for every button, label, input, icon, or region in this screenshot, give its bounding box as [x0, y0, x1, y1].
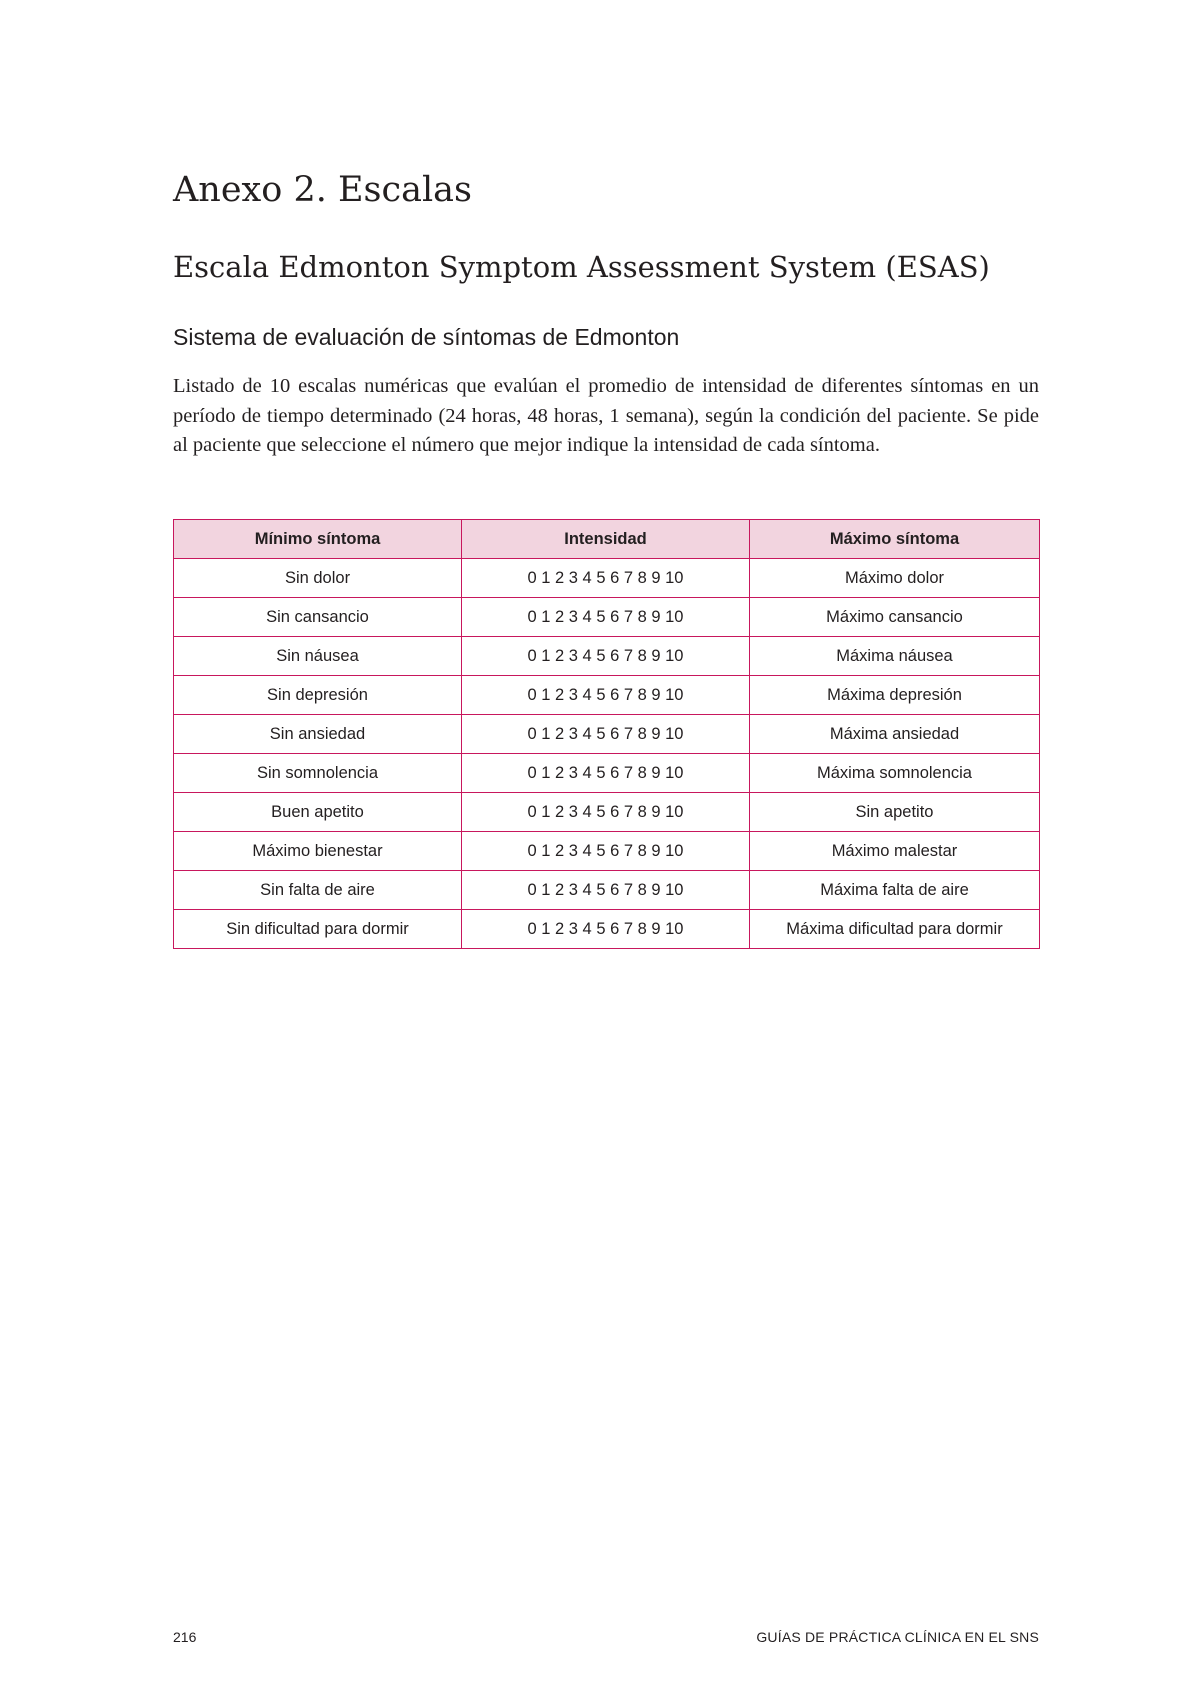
- max-symptom-cell: Máxima falta de aire: [750, 871, 1040, 910]
- table-body: [174, 559, 1040, 949]
- table-row: [174, 637, 1040, 676]
- collection-name: GUÍAS DE PRÁCTICA CLÍNICA EN EL SNS: [756, 1629, 1039, 1645]
- table-header-row: [174, 520, 1040, 559]
- scale-subtitle: Sistema de evaluación de síntomas de Edmonton: [173, 324, 680, 350]
- intensity-scale-cell: 0 1 2 3 4 5 6 7 8 9 10: [462, 559, 750, 598]
- intensity-scale-cell: 0 1 2 3 4 5 6 7 8 9 10: [462, 793, 750, 832]
- max-symptom-cell: Máxima náusea: [750, 637, 1040, 676]
- max-symptom-cell: Sin apetito: [750, 793, 1040, 832]
- table-row: [174, 871, 1040, 910]
- intensity-scale-cell: 0 1 2 3 4 5 6 7 8 9 10: [462, 832, 750, 871]
- intensity-scale-cell: 0 1 2 3 4 5 6 7 8 9 10: [462, 637, 750, 676]
- table-row: [174, 598, 1040, 637]
- intro-paragraph: Listado de 10 escalas numéricas que evalúan el promedio de intensidad de diferentes síntomas en un período de tiempo determinado (24 horas, 48 horas, 1 semana), según la condición del paciente. Se pide al paciente que seleccione el número que mejor indique la intensidad de cada síntoma.: [173, 375, 1039, 456]
- esas-table: [173, 519, 1040, 949]
- min-symptom-cell: Buen apetito: [174, 793, 462, 832]
- table-row: [174, 793, 1040, 832]
- table-row: [174, 910, 1040, 949]
- intensity-scale-cell: 0 1 2 3 4 5 6 7 8 9 10: [462, 676, 750, 715]
- intensity-scale-cell: 0 1 2 3 4 5 6 7 8 9 10: [462, 871, 750, 910]
- intensity-scale-cell: 0 1 2 3 4 5 6 7 8 9 10: [462, 598, 750, 637]
- max-symptom-cell: Máximo dolor: [750, 559, 1040, 598]
- annex-title: Anexo 2. Escalas: [173, 170, 472, 210]
- min-symptom-cell: Sin falta de aire: [174, 871, 462, 910]
- max-symptom-cell: Máximo cansancio: [750, 598, 1040, 637]
- table-row: [174, 559, 1040, 598]
- intensity-scale-cell: 0 1 2 3 4 5 6 7 8 9 10: [462, 910, 750, 949]
- table-row: [174, 832, 1040, 871]
- min-symptom-cell: Sin depresión: [174, 676, 462, 715]
- max-symptom-cell: Máximo malestar: [750, 832, 1040, 871]
- intensity-scale-cell: 0 1 2 3 4 5 6 7 8 9 10: [462, 754, 750, 793]
- max-symptom-cell: Máxima depresión: [750, 676, 1040, 715]
- min-symptom-cell: Máximo bienestar: [174, 832, 462, 871]
- table-row: [174, 715, 1040, 754]
- intensity-scale-cell: 0 1 2 3 4 5 6 7 8 9 10: [462, 715, 750, 754]
- min-symptom-cell: Sin náusea: [174, 637, 462, 676]
- max-symptom-cell: Máxima dificultad para dormir: [750, 910, 1040, 949]
- min-symptom-cell: Sin cansancio: [174, 598, 462, 637]
- scale-title: Escala Edmonton Symptom Assessment System (ESAS): [173, 250, 990, 284]
- max-symptom-cell: Máxima ansiedad: [750, 715, 1040, 754]
- max-symptom-cell: Máxima somnolencia: [750, 754, 1040, 793]
- min-symptom-cell: Sin somnolencia: [174, 754, 462, 793]
- min-symptom-cell: Sin dificultad para dormir: [174, 910, 462, 949]
- table-row: [174, 754, 1040, 793]
- header-max-symptom: Máximo síntoma: [750, 520, 1040, 559]
- table-row: [174, 676, 1040, 715]
- min-symptom-cell: Sin dolor: [174, 559, 462, 598]
- header-intensity: Intensidad: [462, 520, 750, 559]
- header-min-symptom: Mínimo síntoma: [174, 520, 462, 559]
- min-symptom-cell: Sin ansiedad: [174, 715, 462, 754]
- page-number: 216: [173, 1629, 197, 1645]
